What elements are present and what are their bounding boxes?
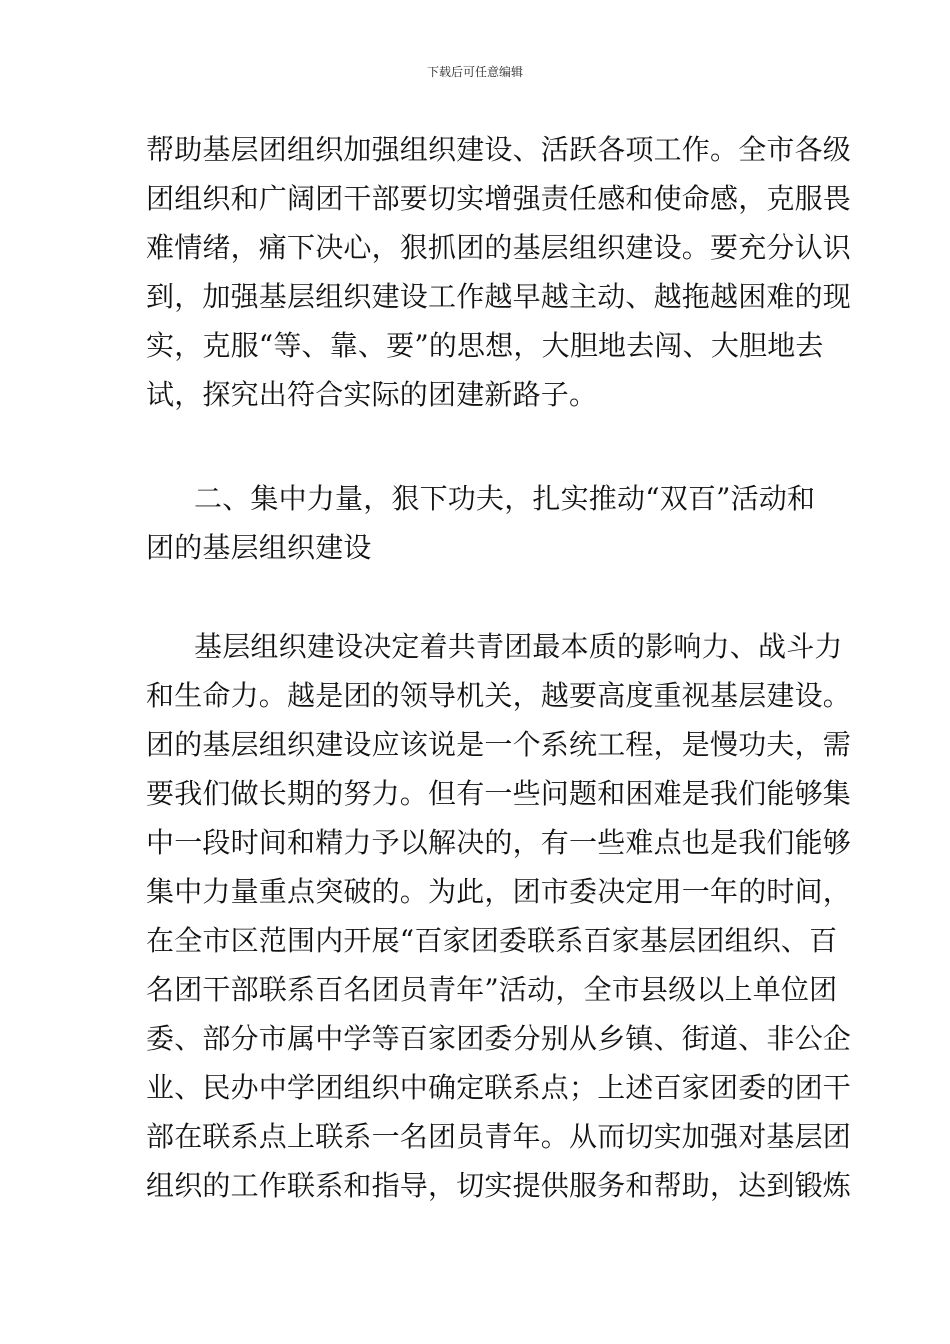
text-line: 集中力量重点突破的。为此，团市委决定用一年的时间， (146, 875, 852, 908)
text-line: 和生命力。越是团的领导机关，越要高度重视基层建设。 (146, 679, 852, 712)
heading-line: 团的基层组织建设 (146, 531, 372, 564)
text-line: 业、民办中学团组织中确定联系点；上述百家团委的团干 (146, 1071, 852, 1104)
text-line: 在全市区范围内开展“百家团委联系百家基层团组织、百 (146, 924, 838, 957)
text-line: 委、部分市属中学等百家团委分别从乡镇、街道、非公企 (146, 1022, 852, 1055)
text-line: 部在联系点上联系一名团员青年。从而切实加强对基层团 (146, 1120, 852, 1153)
text-line: 实，克服“等、靠、要”的思想，大胆地去闯、大胆地去 (146, 329, 824, 362)
text-line: 中一段时间和精力予以解决的，有一些难点也是我们能够 (146, 826, 852, 859)
text-line: 要我们做长期的努力。但有一些问题和困难是我们能够集 (146, 777, 852, 810)
text-line: 组织的工作联系和指导，切实提供服务和帮助，达到锻炼 (146, 1169, 852, 1202)
page-header: 下载后可任意编辑 (426, 65, 523, 79)
heading-line: 二、集中力量，狠下功夫，扎实推动“双百”活动和 (194, 482, 816, 515)
text-line: 团的基层组织建设应该说是一个系统工程，是慢功夫，需 (146, 728, 852, 761)
text-line: 团组织和广阔团干部要切实增强责任感和使命感，克服畏 (146, 182, 852, 215)
text-line: 基层组织建设决定着共青团最本质的影响力、战斗力 (194, 630, 843, 663)
text-line: 到，加强基层组织建设工作越早越主动、越拖越困难的现 (146, 280, 852, 313)
text-line: 名团干部联系百名团员青年”活动，全市县级以上单位团 (146, 973, 838, 1006)
text-line: 试，探究出符合实际的团建新路子。 (146, 378, 598, 411)
text-line: 帮助基层团组织加强组织建设、活跃各项工作。全市各级 (146, 133, 852, 166)
text-line: 难情绪，痛下决心，狠抓团的基层组织建设。要充分认识 (146, 231, 852, 264)
